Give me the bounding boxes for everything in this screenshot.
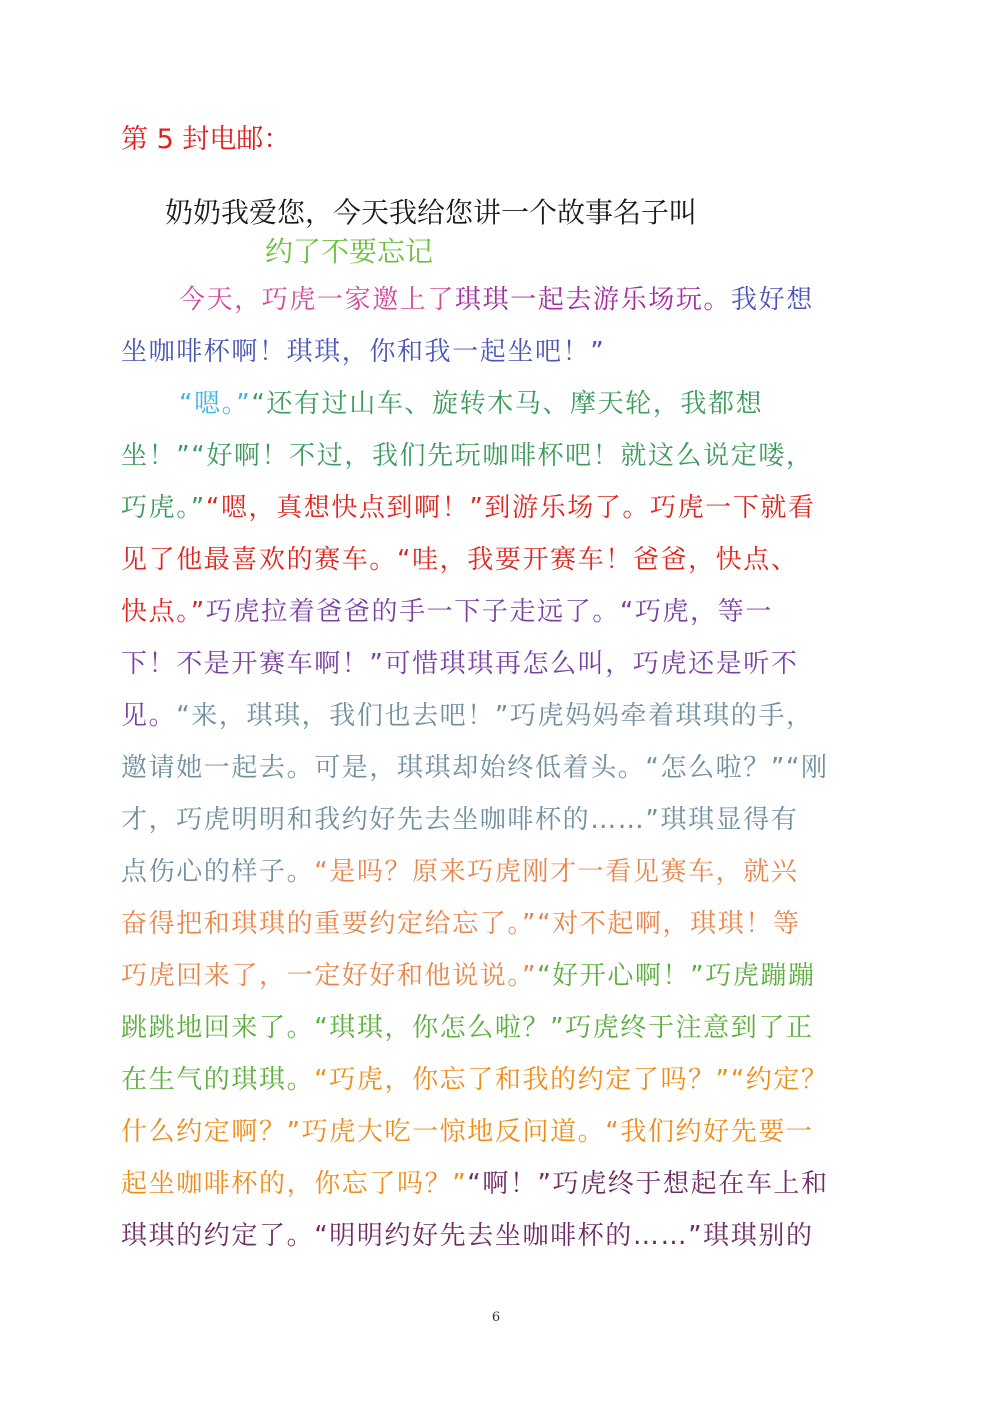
story-text-segment: “来，琪琪，我们也去吧！”巧虎妈妈牵着琪琪的手， <box>176 701 814 731</box>
email-heading: 第 5 封电邮： <box>121 124 291 155</box>
story-line <box>121 1114 881 1150</box>
story-text-segment: 跳跳地回来了。“琪琪，你怎么啦？”巧虎终于注意到了正 <box>121 1013 814 1043</box>
page-number: 6 <box>491 1310 501 1325</box>
story-line <box>121 854 881 890</box>
story-text-segment: 坐咖啡杯啊！琪琪，你和我一起坐吧！” <box>121 337 606 367</box>
story-text-segment: 坐！”“好啊！不过，我们先玩咖啡杯吧！就这么说定喽， <box>121 441 814 471</box>
story-text-segment: 点伤心的样子。 <box>121 857 315 887</box>
story-text-segment: 邀请她一起去。可是，琪琪却始终低着头。“怎么啦？”“刚 <box>121 753 829 783</box>
story-line <box>179 282 939 318</box>
story-line <box>121 1166 881 1202</box>
story-line <box>121 334 881 370</box>
story-text-segment: “啊！”巧虎终于想起在车上和 <box>467 1169 829 1199</box>
story-text-segment: “嗯。” <box>179 389 252 419</box>
story-text-segment: 见。 <box>121 701 177 731</box>
story-line <box>121 594 881 630</box>
story-text-segment: 什么约定啊？”巧虎大吃一惊地反问道。“我们约好先要一 <box>121 1117 814 1147</box>
story-text-segment: “是吗？原来巧虎刚才一看见赛车，就兴 <box>314 857 799 887</box>
story-text-segment: 才，巧虎明明和我约好先去坐咖啡杯的……”琪琪显得有 <box>121 805 799 835</box>
story-text-segment: “嗯，真想快点到啊！”到游乐场了。巧虎一下就看 <box>205 493 816 523</box>
story-line <box>121 906 881 942</box>
story-line <box>121 490 881 526</box>
story-line <box>179 386 939 422</box>
story-line <box>121 802 881 838</box>
story-text-segment: 巧虎回来了，一定好好和他说说。” <box>121 961 538 991</box>
story-line <box>121 438 881 474</box>
story-text-segment: 奋得把和琪琪的重要约定给忘了。”“对不起啊，琪琪！等 <box>121 909 801 939</box>
story-text-segment: 见了他最喜欢的赛车。“哇，我要开赛车！爸爸，快点、 <box>121 545 799 575</box>
story-text-segment: 巧虎。” <box>121 493 206 523</box>
story-line <box>121 1010 881 1046</box>
story-title: 约了不要忘记 <box>265 235 434 268</box>
story-text-segment: 琪琪的约定了。“明明约好先去坐咖啡杯的……”琪琪别的 <box>121 1221 814 1251</box>
story-text-segment: 在生气的琪琪。 <box>121 1065 315 1095</box>
story-line <box>121 750 881 786</box>
story-text-segment: “巧虎，你忘了和我的约定了吗？”“约定？ <box>314 1065 829 1095</box>
story-text-segment: 起坐咖啡杯的，你忘了吗？” <box>121 1169 468 1199</box>
story-text-segment: 快点。” <box>121 597 206 627</box>
story-text-segment: “还有过山车、旋转木马、摩天轮，我都想 <box>251 389 764 419</box>
story-text-segment: 巧虎拉着爸爸的手一下子走远了。“巧虎，等一 <box>205 597 773 627</box>
story-line <box>121 958 881 994</box>
story-line <box>121 646 881 682</box>
story-line <box>121 1062 881 1098</box>
intro-sentence: 奶奶我爱您，今天我给您讲一个故事名子叫 <box>165 196 698 229</box>
story-line <box>121 542 881 578</box>
story-text-segment: 今天，巧虎一家邀上了 <box>179 285 456 315</box>
story-text-segment: 下！不是开赛车啊！”可惜琪琪再怎么叫，巧虎还是听不 <box>121 649 799 679</box>
story-text-segment: “好开心啊！”巧虎蹦蹦 <box>537 961 816 991</box>
story-line <box>121 1218 881 1254</box>
story-text-segment: 琪琪一起去游乐场玩。 <box>455 285 732 315</box>
story-line <box>121 698 881 734</box>
story-text-segment: 我好想 <box>731 285 814 315</box>
